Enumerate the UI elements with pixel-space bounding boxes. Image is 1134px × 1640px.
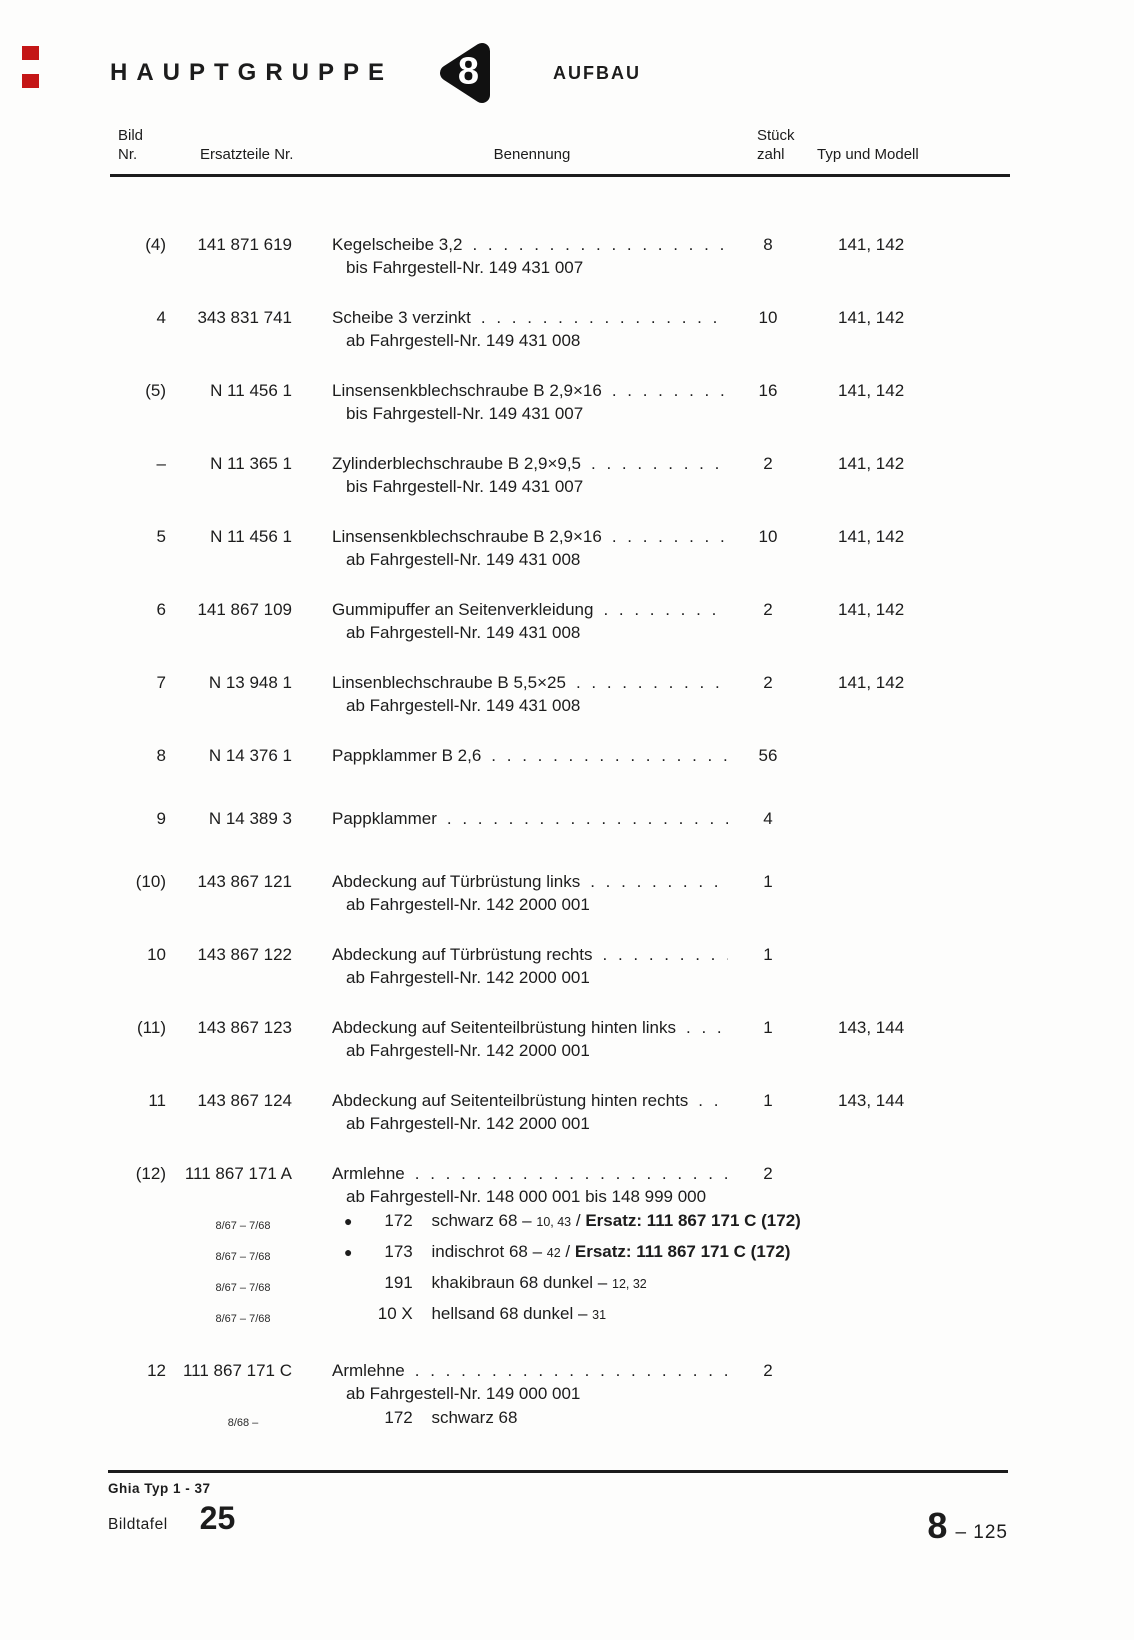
benennung-cell — [332, 1089, 732, 1135]
part-name: Zylinderblechschraube B 2,9×9,5 — [332, 454, 582, 473]
part-name: Scheibe 3 verzinkt — [332, 308, 471, 327]
variant-content — [332, 1405, 1010, 1436]
typ-modell-cell: 141, 142 — [838, 600, 905, 619]
variant-content — [332, 1301, 1010, 1332]
variant-row — [110, 1405, 1010, 1436]
typ-modell-cell — [804, 1359, 1010, 1405]
table-row — [110, 525, 1010, 571]
quantity-cell: 10 — [758, 308, 778, 327]
quantity-cell: 1 — [763, 945, 773, 964]
header-rule — [110, 174, 1010, 177]
benennung-cell — [332, 379, 732, 425]
col-header-typ-und-modell: Typ und Modell — [817, 146, 919, 163]
benennung-cell — [332, 671, 732, 717]
color-name: hellsand 68 dunkel – — [431, 1304, 588, 1323]
part-number-cell: N 11 456 1 — [210, 381, 292, 400]
quantity-cell: 16 — [758, 381, 778, 400]
part-name: Gummipuffer an Seitenverkleidung — [332, 600, 594, 619]
dot-leader — [591, 452, 728, 475]
typ-modell-cell: 143, 144 — [838, 1018, 905, 1037]
typ-modell-cell — [804, 807, 1010, 830]
quantity-cell: 10 — [758, 527, 778, 546]
typ-modell-cell: 141, 142 — [838, 454, 905, 473]
part-name: Armlehne — [332, 1361, 405, 1380]
part-name: Abdeckung auf Türbrüstung links — [332, 872, 581, 891]
quantity-cell: 2 — [763, 1164, 773, 1183]
quantity-cell: 2 — [763, 600, 773, 619]
quantity-cell: 2 — [763, 1361, 773, 1380]
dot-leader — [603, 598, 728, 621]
part-number-cell: N 11 365 1 — [210, 454, 292, 473]
date-range: 8/67 – 7/68 — [215, 1220, 271, 1232]
benennung-cell — [332, 744, 732, 767]
dot-leader — [698, 1089, 728, 1112]
date-range: 8/68 – — [227, 1417, 259, 1429]
ersatz-note: Ersatz: 111 867 171 C (172) — [585, 1211, 801, 1230]
color-code: 172 — [384, 1211, 413, 1230]
typ-modell-cell — [804, 744, 1010, 767]
bild-nr-cell: (11) — [137, 1018, 166, 1037]
dot-leader — [612, 525, 728, 548]
chassis-number-note: ab Fahrgestell-Nr. 149 431 008 — [346, 623, 581, 642]
bild-nr-cell: 10 — [147, 945, 166, 964]
table-row — [110, 870, 1010, 916]
date-range: 8/67 – 7/68 — [215, 1282, 271, 1294]
chassis-number-note: ab Fahrgestell-Nr. 148 000 001 bis 148 999 000 — [346, 1187, 707, 1206]
page-header — [110, 40, 1134, 106]
benennung-cell — [332, 598, 732, 644]
red-registration-mark — [22, 46, 39, 60]
variant-row — [110, 1270, 1010, 1301]
dot-leader — [415, 1162, 728, 1185]
bild-nr-cell: 4 — [156, 308, 166, 327]
part-name: Pappklammer B 2,6 — [332, 746, 482, 765]
table-row — [110, 807, 1010, 830]
typ-modell-cell: 141, 142 — [838, 381, 905, 400]
part-number-cell: 143 867 121 — [197, 872, 292, 891]
dot-leader — [603, 943, 728, 966]
part-name: Linsensenkblechschraube B 2,9×16 — [332, 527, 602, 546]
chassis-number-note: ab Fahrgestell-Nr. 142 2000 001 — [346, 895, 590, 914]
color-name: schwarz 68 – — [431, 1211, 532, 1230]
bildtafel-number: 25 — [199, 1500, 236, 1536]
col-header-stueckzahl: Stück zahl — [757, 127, 795, 163]
quantity-cell: 4 — [763, 809, 773, 828]
bild-nr-cell: 7 — [156, 673, 166, 692]
bild-nr-cell: (5) — [145, 381, 166, 400]
benennung-cell — [332, 1359, 732, 1405]
part-number-cell: 343 831 741 — [197, 308, 292, 327]
page-title: HAUPTGRUPPE — [110, 59, 394, 86]
typ-modell-cell: 141, 142 — [838, 308, 905, 327]
color-name: indischrot 68 – — [431, 1242, 543, 1261]
dot-leader — [447, 807, 728, 830]
dot-leader — [415, 1359, 728, 1382]
typ-modell-cell — [804, 943, 1010, 989]
dot-leader — [590, 870, 728, 893]
page-number — [927, 1505, 1008, 1547]
col-header-ersatzteile-nr: Ersatzteile Nr. — [200, 146, 294, 163]
quantity-cell: 1 — [763, 1018, 773, 1037]
color-code: 191 — [384, 1273, 413, 1292]
benennung-cell — [332, 452, 732, 498]
benennung-cell — [332, 870, 732, 916]
separator: / — [575, 1211, 581, 1230]
part-name: Armlehne — [332, 1164, 405, 1183]
color-suffix-numbers: 10, 43 — [536, 1215, 572, 1229]
benennung-cell — [332, 1016, 732, 1062]
benennung-cell — [332, 233, 732, 279]
color-code: 10 X — [377, 1304, 413, 1323]
bild-nr-cell: – — [156, 454, 166, 473]
dot-leader — [472, 233, 728, 256]
part-number-cell: 111 867 171 A — [184, 1164, 292, 1183]
chassis-number-note: ab Fahrgestell-Nr. 142 2000 001 — [346, 968, 590, 987]
part-number-cell: 141 867 109 — [197, 600, 292, 619]
part-name: Linsensenkblechschraube B 2,9×16 — [332, 381, 602, 400]
quantity-cell: 2 — [763, 673, 773, 692]
chassis-number-note: ab Fahrgestell-Nr. 142 2000 001 — [346, 1114, 590, 1133]
bild-nr-cell: 11 — [148, 1091, 166, 1110]
color-name: schwarz 68 — [431, 1408, 518, 1427]
bildtafel-label: Bildtafel — [108, 1516, 168, 1533]
part-number-cell: N 11 456 1 — [210, 527, 292, 546]
dot-leader — [491, 744, 728, 767]
dot-leader — [686, 1016, 728, 1039]
part-number-cell: 143 867 122 — [197, 945, 292, 964]
part-name: Abdeckung auf Türbrüstung rechts — [332, 945, 593, 964]
separator: / — [565, 1242, 575, 1261]
part-name: Kegelscheibe 3,2 — [332, 235, 463, 254]
bild-nr-cell: (4) — [145, 235, 166, 254]
table-row — [110, 598, 1010, 644]
quantity-cell: 56 — [758, 746, 778, 765]
dot-leader — [481, 306, 728, 329]
bullet-icon: ● — [344, 1244, 353, 1260]
table-row — [110, 943, 1010, 989]
part-name: Linsenblechschraube B 5,5×25 — [332, 673, 566, 692]
chassis-number-note: bis Fahrgestell-Nr. 149 431 007 — [346, 258, 584, 277]
dot-leader — [576, 671, 728, 694]
part-name: Pappklammer — [332, 809, 437, 828]
group-number-badge — [437, 41, 493, 105]
variant-list — [110, 1208, 1010, 1332]
part-number-cell: 143 867 124 — [197, 1091, 292, 1110]
date-range: 8/67 – 7/68 — [215, 1313, 271, 1325]
bullet-icon: ● — [344, 1213, 353, 1229]
table-row — [110, 1162, 1010, 1332]
chassis-number-note: ab Fahrgestell-Nr. 149 000 001 — [346, 1384, 581, 1403]
dot-leader — [612, 379, 728, 402]
part-number-cell: N 14 376 1 — [208, 746, 292, 765]
chassis-number-note: bis Fahrgestell-Nr. 149 431 007 — [346, 404, 584, 423]
plate-reference — [108, 1500, 1008, 1537]
part-number-cell: 141 871 619 — [197, 235, 292, 254]
red-registration-mark — [22, 74, 39, 88]
variant-row — [110, 1208, 1010, 1239]
chassis-number-note: ab Fahrgestell-Nr. 142 2000 001 — [346, 1041, 590, 1060]
color-code: 173 — [384, 1242, 413, 1261]
table-row — [110, 744, 1010, 767]
table-row — [110, 233, 1010, 279]
chassis-number-note: bis Fahrgestell-Nr. 149 431 007 — [346, 477, 584, 496]
typ-modell-cell — [804, 870, 1010, 916]
bild-nr-cell: (12) — [135, 1164, 166, 1183]
table-row — [110, 379, 1010, 425]
catalog-page — [0, 40, 1134, 1640]
color-suffix-numbers: 12, 32 — [612, 1277, 647, 1291]
part-name: Abdeckung auf Seitenteilbrüstung hinten links — [332, 1018, 677, 1037]
color-code: 172 — [384, 1408, 413, 1427]
bild-nr-cell: 12 — [147, 1361, 166, 1380]
typ-modell-cell: 141, 142 — [838, 235, 905, 254]
chassis-number-note: ab Fahrgestell-Nr. 149 431 008 — [346, 696, 581, 715]
page-footer — [108, 1470, 1008, 1546]
chassis-number-note: ab Fahrgestell-Nr. 149 431 008 — [346, 550, 581, 569]
color-name: khakibraun 68 dunkel – — [431, 1273, 608, 1292]
col-header-benennung: Benennung — [493, 146, 571, 163]
chassis-number-note: ab Fahrgestell-Nr. 149 431 008 — [346, 331, 581, 350]
model-range-label: Ghia Typ 1 - 37 — [108, 1481, 211, 1496]
variant-list — [110, 1405, 1010, 1436]
table-row — [110, 671, 1010, 717]
quantity-cell: 1 — [763, 872, 773, 891]
variant-content — [332, 1270, 1010, 1301]
quantity-cell: 1 — [763, 1091, 773, 1110]
table-row — [110, 1089, 1010, 1135]
ersatz-note: Ersatz: 111 867 171 C (172) — [574, 1242, 791, 1261]
col-header-bild-nr: Bild Nr. — [118, 127, 144, 163]
page-number-group: 8 — [927, 1505, 948, 1546]
benennung-cell — [332, 943, 732, 989]
variant-content — [332, 1239, 1010, 1270]
parts-table — [110, 233, 1010, 1436]
typ-modell-cell: 143, 144 — [838, 1091, 905, 1110]
color-suffix-numbers: 31 — [592, 1308, 607, 1322]
table-row — [110, 1016, 1010, 1062]
variant-row — [110, 1301, 1010, 1332]
quantity-cell: 2 — [763, 454, 773, 473]
part-name: Abdeckung auf Seitenteilbrüstung hinten rechts — [332, 1091, 689, 1110]
color-suffix-numbers: 42 — [546, 1246, 561, 1260]
badge-number: 8 — [457, 50, 479, 93]
part-number-cell: N 14 389 3 — [208, 809, 292, 828]
table-row — [110, 306, 1010, 352]
bild-nr-cell: 6 — [156, 600, 166, 619]
bild-nr-cell: (10) — [135, 872, 166, 891]
benennung-cell — [332, 306, 732, 352]
typ-modell-cell: 141, 142 — [838, 673, 905, 692]
quantity-cell: 8 — [763, 235, 773, 254]
table-row — [110, 1359, 1010, 1436]
typ-modell-cell: 141, 142 — [838, 527, 905, 546]
typ-modell-cell — [804, 1162, 1010, 1208]
variant-row — [110, 1239, 1010, 1270]
bild-nr-cell: 5 — [156, 527, 166, 546]
table-header — [110, 126, 1010, 164]
benennung-cell — [332, 807, 732, 830]
bild-nr-cell: 8 — [156, 746, 166, 765]
bild-nr-cell: 9 — [156, 809, 166, 828]
part-number-cell: N 13 948 1 — [208, 673, 292, 692]
benennung-cell — [332, 1162, 732, 1208]
part-number-cell: 111 867 171 C — [182, 1361, 292, 1380]
part-number-cell: 143 867 123 — [197, 1018, 292, 1037]
benennung-cell — [332, 525, 732, 571]
page-number-detail: – 125 — [955, 1522, 1008, 1543]
section-title: AUFBAU — [553, 62, 642, 83]
variant-content — [332, 1208, 1010, 1239]
table-row — [110, 452, 1010, 498]
date-range: 8/67 – 7/68 — [215, 1251, 271, 1263]
